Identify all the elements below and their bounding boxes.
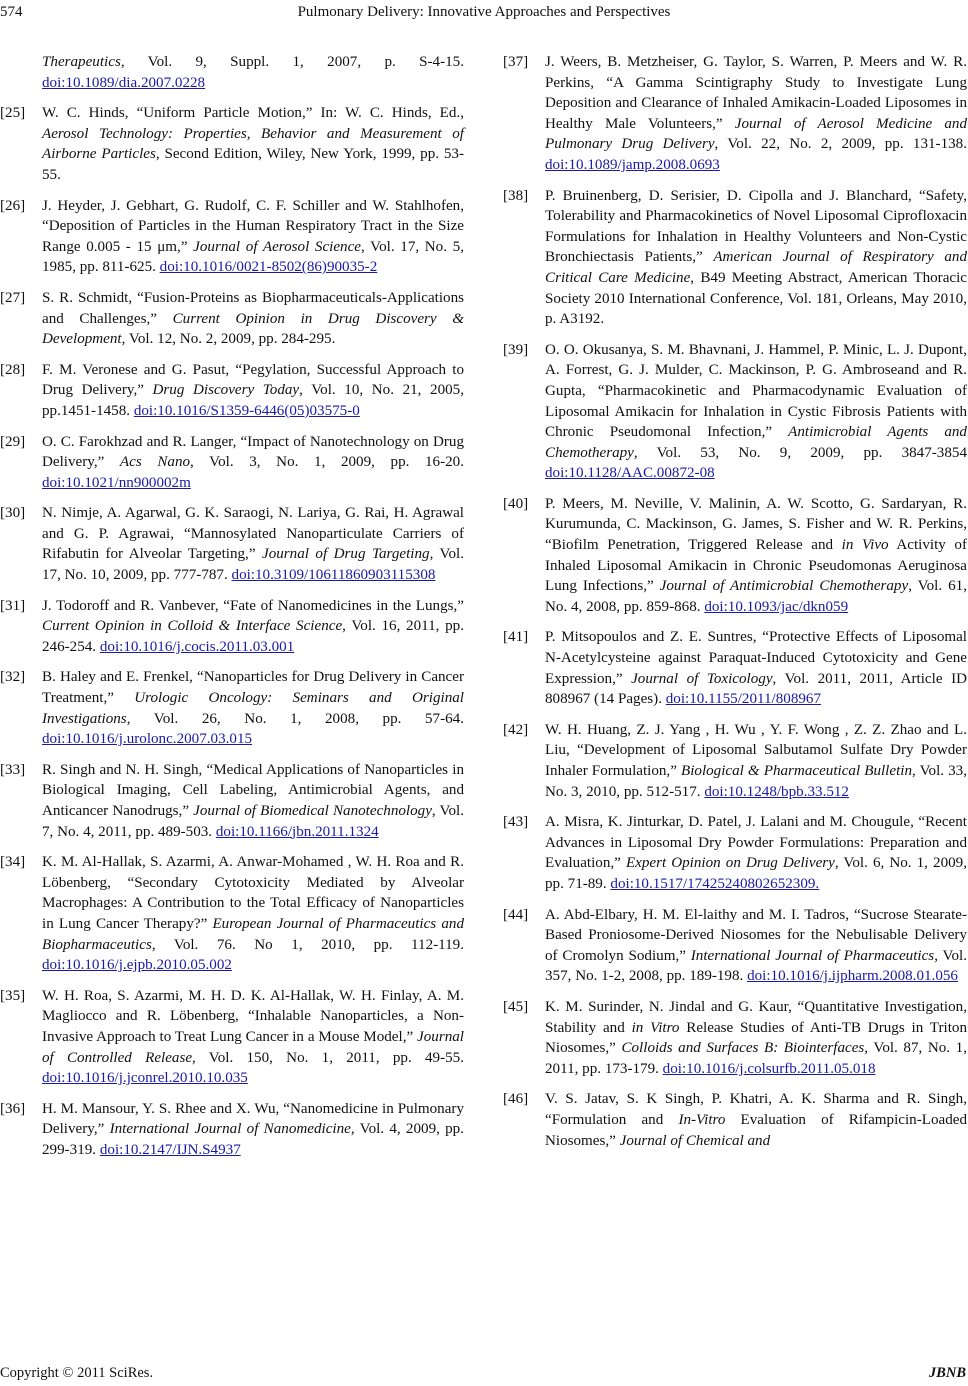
reference-text-segment: , Vol. 7, No. 4, 2011, pp. 489-503.: [42, 803, 464, 840]
reference-entry: [0, 432, 464, 494]
reference-text: [42, 667, 464, 749]
reference-text-segment: S. R. Schmidt, “Fusion-Proteins as Biopharmaceuticals-Applications and Challenges,”: [42, 289, 464, 327]
reference-entry: [0, 986, 464, 1089]
reference-text: [545, 720, 967, 802]
reference-source-italic: European Journal of Pharmaceutics and Biopharmaceutics: [42, 915, 464, 953]
reference-text-segment: O. O. Okusanya, S. M. Bhavnani, J. Hammel, P. Minic, L. J. Dupont, A. Forrest, G. J. Mulder, C. Mackinson, P. G. Ambroseand and R. Gupta, “Pharmacokinetic and Pharmacodynamic Evaluation of Liposomal Amikacin for Inhalation in Cystic Fibrosis Patients with Chronic Pseudomonal Infection,”: [545, 341, 967, 441]
reference-entry: [503, 812, 967, 894]
reference-text-segment: P. Mitsopoulos and Z. E. Suntres, “Protective Effects of Liposomal N-Acetylcysteine against Paraquat-Induced Cytotoxicity and Gene Expression,”: [545, 629, 967, 687]
doi-link[interactable]: doi:10.1016/j.ejpb.2010.05.002: [42, 957, 232, 974]
reference-text-segment: , Vol. 33, No. 3, 2010, pp. 512-517.: [545, 763, 967, 800]
doi-link[interactable]: doi:10.1016/0021-8502(86)90035-2: [159, 259, 378, 276]
reference-text-segment: , Vol. 2011, 2011, Article ID 808967 (14 Pages).: [545, 670, 967, 708]
doi-link[interactable]: doi:10.1155/2011/808967: [665, 691, 822, 708]
reference-number: [27]: [0, 289, 26, 306]
reference-entry: [0, 52, 464, 93]
reference-number: [29]: [0, 433, 26, 450]
reference-text-segment: , Vol. 61, No. 4, 2008, pp. 859-868.: [545, 578, 967, 615]
reference-entry: [0, 852, 464, 976]
reference-entry: [503, 627, 967, 709]
reference-text-segment: B. Haley and E. Frenkel, “Nanoparticles for Drug Delivery in Cancer Treatment,”: [42, 669, 464, 707]
running-title: Pulmonary Delivery: Innovative Approaches and Perspectives: [297, 4, 671, 20]
reference-number: [33]: [0, 761, 26, 778]
reference-text-segment: A. Misra, K. Jinturkar, D. Patel, J. Lalani and M. Chougule, “Recent Advances in Liposomal Dry Powder Formulations: Preparation and Evaluation,”: [545, 814, 967, 872]
reference-source-italic: Journal of Chemical and: [619, 1132, 771, 1149]
reference-number: [25]: [0, 105, 26, 122]
doi-link[interactable]: doi:10.3109/10611860903115308: [231, 567, 436, 584]
reference-text-segment: , Vol. 357, No. 1-2, 2008, pp. 189-198.: [545, 947, 967, 985]
reference-text: [545, 905, 967, 987]
reference-source-italic: Colloids and Surfaces B: Biointerfaces: [621, 1040, 865, 1057]
doi-link[interactable]: doi:10.1089/jamp.2008.0693: [545, 156, 720, 173]
reference-text: [42, 196, 464, 278]
reference-text-segment: K. M. Surinder, N. Jindal and G. Kaur, “Quantitative Investigation, Stability and: [545, 998, 967, 1036]
reference-entry: [503, 1089, 967, 1151]
reference-number: [31]: [0, 597, 26, 614]
reference-text-segment: , Vol. 16, 2011, pp. 246-254.: [42, 618, 464, 655]
doi-link[interactable]: doi:10.2147/IJN.S4937: [99, 1141, 241, 1158]
reference-text-segment: , Vol. 87, No. 1, 2011, pp. 173-179.: [545, 1040, 967, 1077]
reference-number: [32]: [0, 669, 26, 686]
reference-text-segment: , B49 Meeting Abstract, American Thoracic Society 2010 International Conference, Vol. 181, Orleans, May 2010, p. A3192.: [545, 269, 967, 328]
reference-text-segment: W. C. Hinds, “Uniform Particle Motion,” In: W. C. Hinds, Ed.,: [42, 105, 464, 122]
reference-text-segment: , Vol. 10, No. 21, 2005, pp.1451-1458.: [42, 382, 464, 419]
reference-source-italic: in Vivo: [841, 537, 889, 554]
reference-text-segment: H. M. Mansour, Y. S. Rhee and X. Wu, “Nanomedicine in Pulmonary Delivery,”: [42, 1100, 464, 1138]
reference-text: [42, 986, 464, 1089]
reference-source-italic: Journal of Drug Targeting: [262, 546, 430, 563]
reference-entry: [503, 340, 967, 484]
reference-text-segment: , Vol. 150, No. 1, 2011, pp. 49-55.: [192, 1049, 464, 1066]
reference-text-segment: , Vol. 26, No. 1, 2008, pp. 57-64.: [126, 710, 464, 727]
reference-source-italic: American Journal of Respiratory and Critical Care Medicine: [545, 249, 967, 286]
reference-source-italic: Drug Discovery Today: [152, 382, 300, 399]
footer-copyright: Copyright © 2011 SciRes.: [0, 1365, 154, 1381]
reference-entry: [0, 503, 464, 585]
reference-text-segment: , Second Edition, Wiley, New York, 1999, pp. 53-55.: [42, 146, 464, 183]
reference-source-italic: Current Opinion in Drug Discovery & Development: [42, 310, 464, 348]
reference-number: [43]: [503, 814, 529, 831]
references-right-column: [503, 52, 967, 1161]
doi-link[interactable]: doi:10.1016/j.jconrel.2010.10.035: [42, 1070, 248, 1087]
reference-number: [37]: [503, 54, 529, 70]
reference-text: [545, 627, 967, 709]
reference-text-segment: , Vol. 22, No. 2, 2009, pp. 131-138.: [714, 136, 967, 153]
reference-entry: [503, 905, 967, 987]
reference-text: [42, 360, 464, 422]
reference-text: [545, 812, 967, 894]
reference-entry: [0, 288, 464, 350]
reference-text: [545, 186, 967, 330]
reference-number: [44]: [503, 906, 529, 923]
reference-text-segment: F. M. Veronese and G. Pasut, “Pegylation, Successful Approach to Drug Delivery,”: [42, 361, 464, 399]
reference-text: [42, 288, 464, 350]
reference-number: [38]: [503, 187, 529, 204]
reference-text-segment: Release Studies of Anti-TB Drugs in Triton Niosomes,”: [545, 1019, 967, 1057]
reference-number: [40]: [503, 495, 529, 512]
doi-link[interactable]: doi:10.1128/AAC.00872-08: [545, 465, 715, 482]
reference-text: [42, 596, 464, 658]
reference-text-segment: W. H. Huang, Z. J. Yang , H. Wu , Y. F. Wong , Z. Z. Zhao and L. Liu, “Development of Liposomal Salbutamol Sulfate Dry Powder Inhaler Formulation,”: [545, 721, 967, 779]
reference-entry: [0, 667, 464, 749]
reference-text-segment: , Vol. 9, Suppl. 1, 2007, p. S-4-15.: [120, 54, 464, 70]
doi-link[interactable]: doi:10.1016/j.cocis.2011.03.001: [99, 638, 295, 655]
reference-source-italic: Therapeutics: [42, 54, 121, 70]
reference-text: [42, 432, 464, 494]
reference-text-segment: Activity of Inhaled Liposomal Amikacin in Chronic Pseudomonas Aeruginosa Lung Infections,”: [545, 537, 967, 595]
reference-number: [46]: [503, 1091, 529, 1108]
reference-text-segment: , Vol. 17, No. 5, 1985, pp. 811-625.: [42, 238, 464, 276]
reference-source-italic: International Journal of Pharmaceutics: [690, 947, 935, 964]
reference-number: [39]: [503, 341, 529, 358]
reference-text-segment: N. Nimje, A. Agarwal, G. K. Saraogi, N. Lariya, G. Rai, H. Agrawal and G. P. Agrawai, “Mannosylated Nanoparticulate Carriers of Rifabutin for Alveolar Targeting,”: [42, 505, 464, 563]
reference-text-segment: , Vol. 17, No. 10, 2009, pp. 777-787.: [42, 546, 464, 584]
page-number: 574: [0, 4, 23, 20]
reference-number: [34]: [0, 854, 26, 871]
reference-source-italic: Acs Nano: [119, 454, 191, 471]
reference-entry: [0, 760, 464, 842]
reference-text: [42, 503, 464, 585]
reference-text-segment: V. S. Jatav, S. K Singh, P. Khatri, A. K. Sharma and R. Singh, “Formulation and: [545, 1091, 967, 1128]
reference-entry: [503, 52, 967, 176]
reference-source-italic: Journal of Biomedical Nanotechnology: [193, 803, 432, 819]
reference-text: [42, 852, 464, 976]
reference-source-italic: Journal of Controlled Release: [42, 1028, 464, 1066]
reference-text-segment: W. H. Roa, S. Azarmi, M. H. D. K. Al-Hallak, W. H. Finlay, A. M. Magliocco and R. Löbenberg, “Inhalable Nanoparticles, a Non-Invasive Approach to Treat Lung Cancer in a Mouse Model,”: [42, 987, 464, 1045]
reference-text-segment: , Vol. 4, 2009, pp. 299-319.: [42, 1121, 465, 1158]
reference-number: [36]: [0, 1100, 26, 1117]
reference-text: [545, 52, 967, 176]
reference-entry: [0, 1099, 464, 1161]
reference-source-italic: In-Vitro: [678, 1111, 726, 1128]
reference-text: [42, 760, 464, 842]
reference-text: [42, 52, 464, 93]
reference-entry: [503, 720, 967, 802]
reference-entry: [0, 103, 464, 185]
reference-source-italic: Current Opinion in Colloid & Interface Science: [42, 618, 343, 635]
reference-text: [545, 997, 967, 1079]
reference-entry: [0, 196, 464, 278]
reference-text: [42, 1099, 464, 1161]
reference-text-segment: R. Singh and N. H. Singh, “Medical Applications of Nanoparticles in Biological Imaging, Cell Labeling, Antimicrobial Agents, and Anticancer Nanodrugs,”: [42, 761, 464, 819]
reference-source-italic: Journal of Aerosol Science: [193, 238, 362, 255]
doi-link[interactable]: doi:10.1089/dia.2007.0228: [42, 74, 206, 91]
reference-text-segment: , Vol. 3, No. 1, 2009, pp. 16-20.: [190, 454, 464, 471]
reference-text: [545, 494, 967, 618]
reference-entry: [503, 186, 967, 330]
doi-link[interactable]: doi:10.1016/S1359-6446(05)03575-0: [133, 402, 360, 419]
reference-entry: [503, 494, 967, 618]
footer-journal-abbrev: JBNB: [928, 1365, 966, 1381]
doi-link[interactable]: doi:10.1517/17425240802652309.: [610, 875, 820, 892]
reference-text: [42, 103, 464, 185]
reference-text-segment: , Vol. 76. No 1, 2010, pp. 112-119.: [151, 936, 464, 953]
reference-entry: [503, 997, 967, 1079]
reference-source-italic: Journal of Toxicology: [631, 670, 773, 687]
reference-number: [42]: [503, 721, 529, 738]
reference-number: [26]: [0, 197, 26, 214]
reference-text-segment: O. C. Farokhzad and R. Langer, “Impact of Nanotechnology on Drug Delivery,”: [42, 433, 464, 471]
reference-number: [28]: [0, 361, 26, 378]
reference-source-italic: Journal of Aerosol Medicine and Pulmonary Drug Delivery: [545, 115, 968, 153]
reference-number: [30]: [0, 505, 26, 522]
reference-text-segment: J. Weers, B. Metzheiser, G. Taylor, S. Warren, P. Meers and W. R. Perkins, “A Gamma Scintigraphy Study to Investigate Lung Deposition and Clearance of Inhaled Amikacin-Loaded Liposomes in Healthy Male Volunteers,”: [545, 54, 967, 132]
doi-link[interactable]: doi:10.1093/jac/dkn059: [704, 598, 849, 615]
doi-link[interactable]: doi:10.1016/j.urolonc.2007.03.015: [42, 731, 253, 748]
reference-source-italic: Aerosol Technology: Properties, Behavior and Measurement of Airborne Particles: [42, 125, 464, 163]
doi-link[interactable]: doi:10.1166/jbn.2011.1324: [215, 823, 379, 840]
reference-text-segment: , Vol. 6, No. 1, 2009, pp. 71-89.: [545, 855, 967, 892]
reference-source-italic: Journal of Antimicrobial Chemotherapy: [659, 578, 909, 595]
reference-text-segment: P. Meers, M. Neville, V. Malinin, A. W. Scotto, G. Sardaryan, R. Kurumunda, C. Mackinson, G. James, S. Fisher and W. R. Perkins, “Biofilm Penetration, Triggered Release and: [545, 495, 967, 554]
reference-entry: [0, 360, 464, 422]
reference-source-italic: Biological & Pharmaceutical Bulletin: [680, 763, 913, 779]
reference-text-segment: , Vol. 12, No. 2, 2009, pp. 284-295.: [121, 331, 336, 348]
reference-source-italic: International Journal of Nanomedicine: [109, 1121, 351, 1138]
references-left-column: [0, 52, 464, 1171]
doi-link[interactable]: doi:10.1021/nn900002m: [42, 474, 191, 491]
reference-number: [41]: [503, 629, 529, 646]
reference-text-segment: K. M. Al-Hallak, S. Azarmi, A. Anwar-Mohamed , W. H. Roa and R. Löbenberg, “Secondary Cytotoxicity Mediated by Alveolar Macrophages: A Contribution to the Total Efficacy of Nanoparticles in Lung Cancer Therapy?”: [42, 854, 464, 932]
reference-number: [45]: [503, 998, 529, 1015]
reference-text-segment: J. Heyder, J. Gebhart, G. Rudolf, C. F. Schiller and W. Stahlhofen, “Deposition of Particles in the Human Respiratory Tract in the Size Range 0.005 - 15 μm,”: [42, 197, 464, 255]
reference-text: [545, 340, 967, 484]
reference-text-segment: Evaluation of Rifampicin-Loaded Niosomes,”: [545, 1111, 967, 1149]
reference-source-italic: Urologic Oncology: Seminars and Original Investigations: [42, 690, 465, 727]
reference-text-segment: A. Abd-Elbary, H. M. El-laithy and M. I. Tadros, “Sucrose Stearate-Based Proniosome-Derived Niosomes for the Nebulisable Delivery of Cromolyn Sodium,”: [545, 906, 967, 964]
reference-text-segment: J. Todoroff and R. Vanbever, “Fate of Nanomedicines in the Lungs,”: [42, 597, 464, 614]
doi-link[interactable]: doi:10.1016/j.colsurfb.2011.05.018: [662, 1060, 876, 1077]
reference-source-italic: Expert Opinion on Drug Delivery: [625, 855, 835, 872]
reference-text-segment: , Vol. 53, No. 9, 2009, pp. 3847-3854: [633, 444, 967, 461]
reference-text-segment: P. Bruinenberg, D. Serisier, D. Cipolla and J. Blanchard, “Safety, Tolerability and Pharmacokinetics of Novel Liposomal Ciprofloxacin Formulations for Inhalation in Healthy Volunteers and Non-Cystic Bronchiectasis Patients,”: [545, 187, 967, 266]
reference-number: [35]: [0, 987, 26, 1004]
reference-source-italic: Antimicrobial Agents and Chemotherapy: [545, 424, 967, 461]
reference-source-italic: in Vitro: [631, 1019, 680, 1036]
reference-entry: [0, 596, 464, 658]
reference-text: [545, 1089, 967, 1151]
doi-link[interactable]: doi:10.1248/bpb.33.512: [704, 783, 849, 800]
doi-link[interactable]: doi:10.1016/j.ijpharm.2008.01.056: [747, 968, 958, 985]
